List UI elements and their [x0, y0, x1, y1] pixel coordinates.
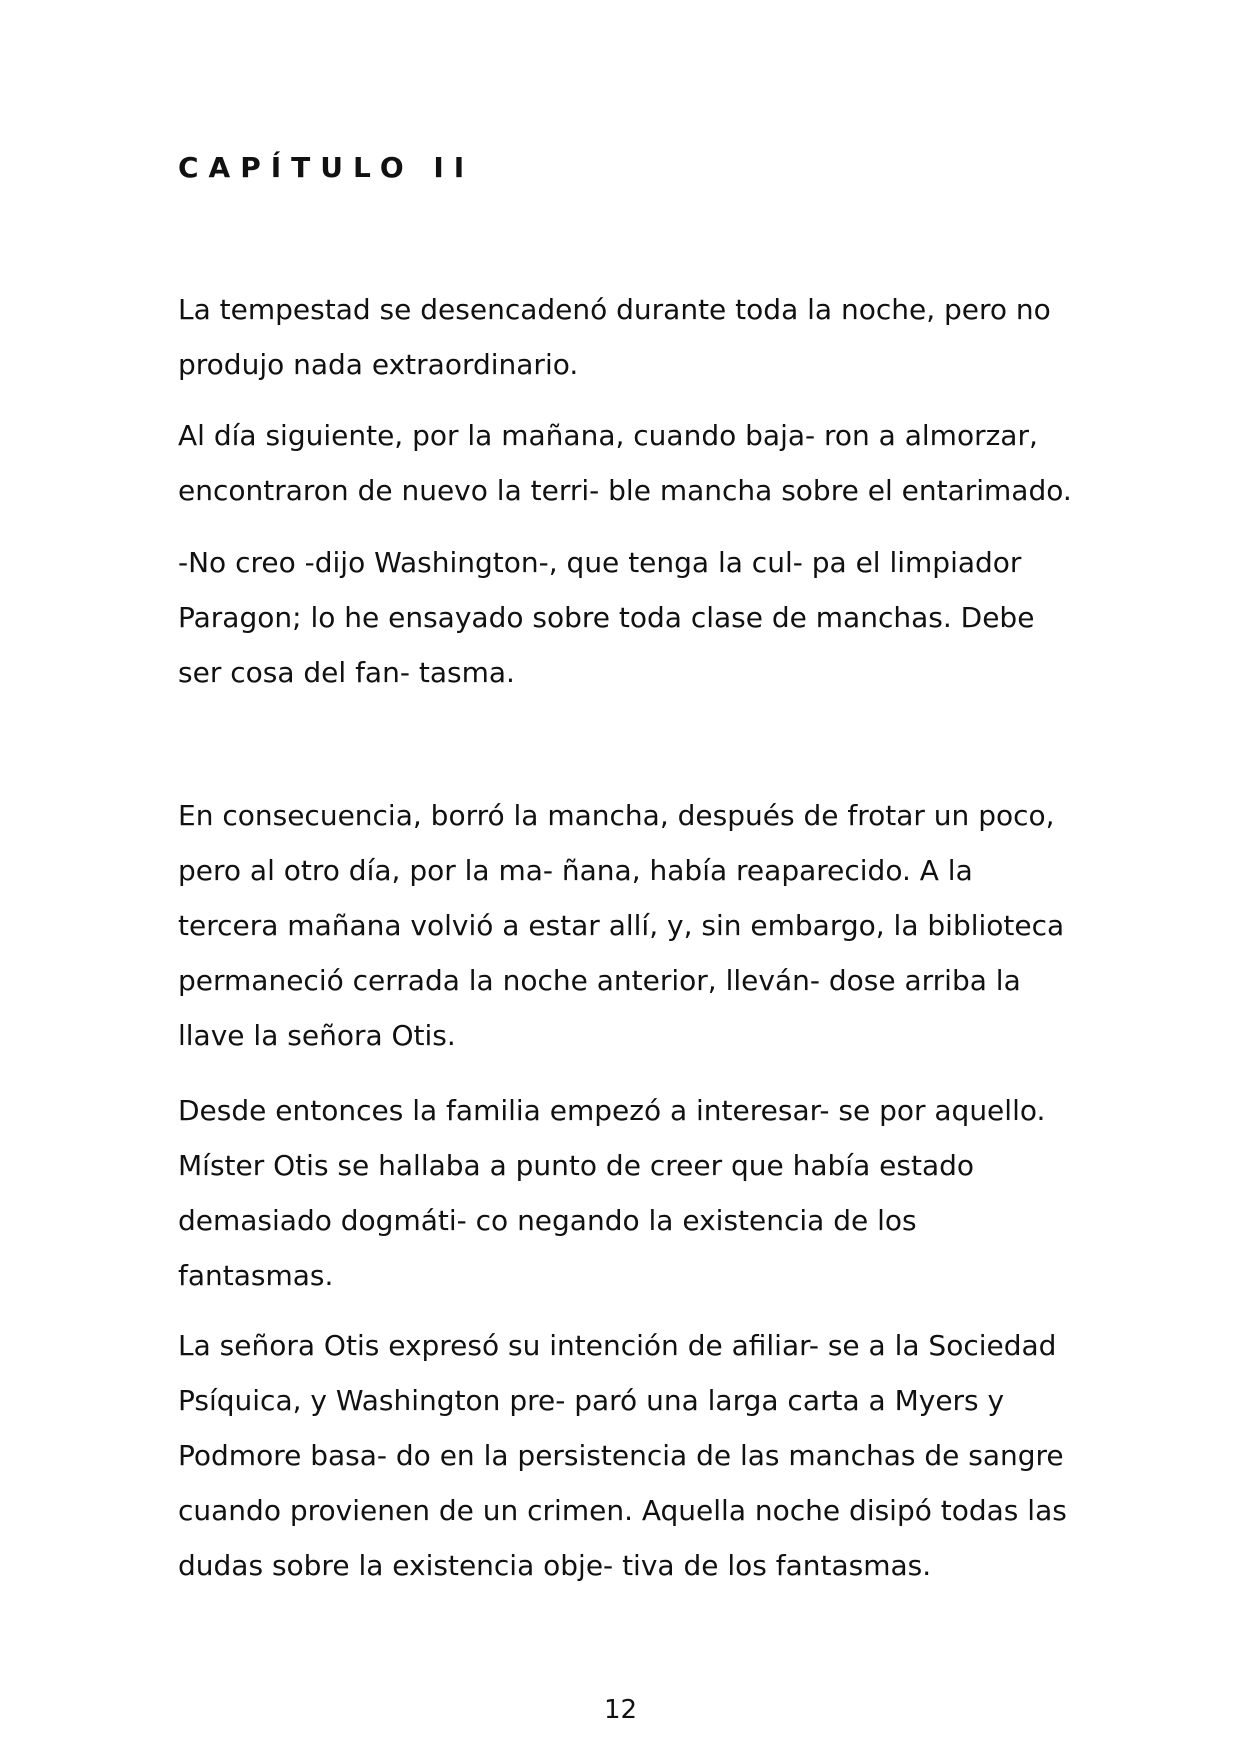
- paragraph-line: dudas sobre la existencia obje- tiva de los fantasmas.: [178, 1549, 932, 1582]
- paragraph-5: [178, 1083, 1078, 1303]
- paragraph-line: ser cosa del fan- tasma.: [178, 656, 515, 689]
- paragraph-line: pero al otro día, por la ma- ñana, había reaparecido. A la: [178, 854, 973, 887]
- paragraph-2: [178, 408, 1078, 518]
- paragraph-line: permaneció cerrada la noche anterior, lleván- dose arriba la: [178, 964, 1021, 997]
- paragraph-line: La señora Otis expresó su intención de afiliar- se a la Sociedad: [178, 1329, 1057, 1362]
- paragraph-line: -No creo -dijo Washington-, que tenga la cul- pa el limpiador: [178, 546, 1022, 579]
- paragraph-3: [178, 535, 1078, 700]
- paragraph-line: demasiado dogmáti- co negando la existencia de los: [178, 1204, 917, 1237]
- paragraph-line: cuando provienen de un crimen. Aquella noche disipó todas las: [178, 1494, 1067, 1527]
- page-number: 12: [603, 1695, 638, 1725]
- chapter-title: CAPÍTULO II: [178, 151, 475, 184]
- paragraph-line: En consecuencia, borró la mancha, después de frotar un poco,: [178, 799, 1055, 832]
- paragraph-line: La tempestad se desencadenó durante toda la noche, pero no: [178, 293, 1051, 326]
- paragraph-line: tercera mañana volvió a estar allí, y, sin embargo, la biblioteca: [178, 909, 1065, 942]
- paragraph-line: Paragon; lo he ensayado sobre toda clase de manchas. Debe: [178, 601, 1035, 634]
- paragraph-6: [178, 1318, 1078, 1593]
- paragraph-line: Podmore basa- do en la persistencia de las manchas de sangre: [178, 1439, 1064, 1472]
- paragraph-line: fantasmas.: [178, 1259, 334, 1292]
- paragraph-line: produjo nada extraordinario.: [178, 348, 579, 381]
- paragraph-line: Desde entonces la familia empezó a interesar- se por aquello.: [178, 1094, 1046, 1127]
- paragraph-line: Psíquica, y Washington pre- paró una larga carta a Myers y: [178, 1384, 1005, 1417]
- paragraph-line: llave la señora Otis.: [178, 1019, 456, 1052]
- paragraph-line: Míster Otis se hallaba a punto de creer que había estado: [178, 1149, 975, 1182]
- paragraph-1: [178, 282, 1078, 392]
- paragraph-line: Al día siguiente, por la mañana, cuando baja- ron a almorzar,: [178, 419, 1038, 452]
- paragraph-4: [178, 788, 1078, 1063]
- paragraph-line: encontraron de nuevo la terri- ble mancha sobre el entarimado.: [178, 474, 1072, 507]
